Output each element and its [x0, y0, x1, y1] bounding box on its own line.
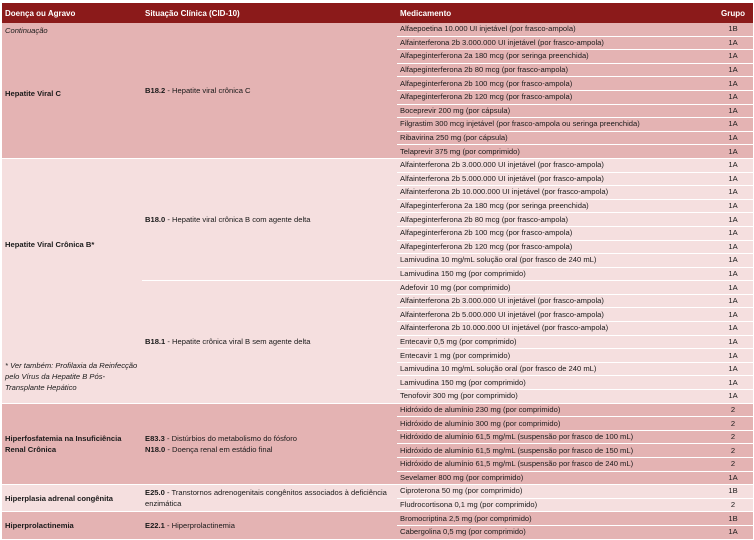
- group-value: 2: [730, 459, 736, 469]
- medication-name: Lamivudina 10 mg/mL solução oral (por frasco de 240 mL): [400, 255, 597, 265]
- cid-description: - Distúrbios do metabolismo do fósforo: [164, 433, 297, 443]
- group-value: 1A: [728, 133, 738, 143]
- medication-cell: [397, 485, 713, 499]
- table-row: [2, 485, 753, 499]
- medication-cell: [397, 444, 713, 458]
- group-value: 1A: [728, 105, 738, 115]
- medication-cell: [397, 430, 713, 444]
- group-value: 1A: [728, 323, 738, 333]
- disease-name: Hepatite Viral C: [5, 89, 61, 98]
- medication-name: Hidróxido de alumínio 61,5 mg/mL (suspensão por frasco de 100 mL): [400, 432, 634, 442]
- group-value: 1A: [728, 65, 738, 75]
- group-value: 1A: [728, 296, 738, 306]
- cid-description: - Hiperprolactinemia: [164, 520, 235, 530]
- medication-name: Alfainterferona 2b 5.000.000 UI injetável (por frasco-ampola): [400, 173, 604, 183]
- group-cell: [713, 498, 753, 512]
- medication-name: Alfapeginterferona 2a 180 mcg (por seringa preenchida): [400, 201, 589, 211]
- group-value: 1A: [728, 268, 738, 278]
- group-cell: [713, 77, 753, 91]
- group-cell: [713, 281, 753, 295]
- medication-cell: [397, 403, 713, 417]
- group-cell: [713, 458, 753, 472]
- group-cell: [713, 308, 753, 322]
- group-value: 1A: [728, 364, 738, 374]
- group-cell: [713, 63, 753, 77]
- group-cell: [713, 90, 753, 104]
- table-row: [2, 512, 753, 526]
- medication-name: Ribavirina 250 mg (por cápsula): [400, 133, 508, 143]
- group-value: 1A: [728, 160, 738, 170]
- group-value: 1A: [728, 78, 738, 88]
- medication-cell: [397, 213, 713, 227]
- group-value: 1A: [728, 214, 738, 224]
- group-value: 1B: [728, 24, 738, 34]
- medication-name: Alfainterferona 2b 10.000.000 UI injetável (por frasco-ampola): [400, 323, 609, 333]
- group-value: 2: [730, 432, 736, 442]
- medication-cell: [397, 226, 713, 240]
- cid-code: B18.1: [145, 337, 166, 347]
- table-body: [2, 23, 753, 539]
- medication-name: Alfapeginterferona 2b 100 mcg (por frasco-ampola): [400, 228, 573, 238]
- medication-name: Alfapeginterferona 2b 80 mcg (por frasco-ampola): [400, 65, 568, 75]
- medication-name: Entecavir 0,5 mg (por comprimido): [400, 336, 517, 346]
- medication-cell: [397, 471, 713, 485]
- group-value: 1A: [728, 173, 738, 183]
- header-cid: Situação Clínica (CID-10): [142, 3, 397, 23]
- cid-code: E25.0: [145, 488, 165, 498]
- group-cell: [713, 186, 753, 200]
- table-header-row: [2, 3, 753, 23]
- cid-cell: [142, 281, 397, 403]
- medication-name: Ciproterona 50 mg (por comprimido): [400, 486, 523, 496]
- medication-name: Alfapeginterferona 2b 120 mcg (por frasco-ampola): [400, 92, 573, 102]
- header-group: Grupo: [713, 3, 753, 23]
- group-cell: [713, 362, 753, 376]
- medication-cell: [397, 376, 713, 390]
- header-disease: Doença ou Agravo: [2, 3, 142, 23]
- medication-name: Bromocriptina 2,5 mg (por comprimido): [400, 513, 532, 523]
- group-cell: [713, 213, 753, 227]
- medication-name: Alfaepoetina 10.000 UI injetável (por frasco-ampola): [400, 24, 576, 34]
- medication-name: Boceprevir 200 mg (por cápsula): [400, 105, 511, 115]
- group-value: 1A: [728, 472, 738, 482]
- group-cell: [713, 390, 753, 404]
- group-value: 1A: [728, 187, 738, 197]
- medication-cell: [397, 498, 713, 512]
- medication-name: Lamivudina 150 mg (por comprimido): [400, 377, 526, 387]
- group-cell: [713, 430, 753, 444]
- table-row: [2, 158, 753, 172]
- group-value: 2: [730, 404, 736, 414]
- group-value: 1A: [728, 228, 738, 238]
- group-cell: [713, 335, 753, 349]
- continuation-note: Continuação: [5, 26, 48, 35]
- medication-name: Hidróxido de alumínio 300 mg (por comprimido): [400, 418, 561, 428]
- medication-cell: [397, 77, 713, 91]
- medication-cell: [397, 104, 713, 118]
- medication-name: Fludrocortisona 0,1 mg (por comprimido): [400, 500, 538, 510]
- group-cell: [713, 145, 753, 159]
- group-value: 1B: [728, 513, 738, 523]
- group-value: 1A: [728, 146, 738, 156]
- medication-cell: [397, 254, 713, 268]
- medication-name: Alfainterferona 2b 3.000.000 UI injetável (por frasco-ampola): [400, 296, 604, 306]
- medication-cell: [397, 63, 713, 77]
- cid-description: - Doença renal em estádio final: [165, 444, 273, 454]
- disease-cell: [2, 158, 142, 403]
- disease-name: Hepatite Viral Crônica B*: [5, 239, 95, 249]
- group-cell: [713, 50, 753, 64]
- medication-cell: [397, 294, 713, 308]
- medication-name: Cabergolina 0,5 mg (por comprimido): [400, 527, 526, 537]
- medication-name: Adefovir 10 mg (por comprimido): [400, 282, 511, 292]
- medication-cell: [397, 199, 713, 213]
- disease-cell: [2, 23, 142, 158]
- medication-name: Hidróxido de alumínio 61,5 mg/mL (suspensão por frasco de 240 mL): [400, 459, 634, 469]
- cid-description: - Hepatite viral crônica B com agente delta: [165, 215, 311, 225]
- group-value: 1A: [728, 119, 738, 129]
- medication-cell: [397, 36, 713, 50]
- cid-description: - Transtornos adrenogenitais congênitos associados à deficiência enzimática: [145, 488, 387, 509]
- table-row: [2, 23, 753, 36]
- group-value: 1A: [728, 241, 738, 251]
- medication-name: Alfainterferona 2b 10.000.000 UI injetável (por frasco-ampola): [400, 187, 609, 197]
- group-cell: [713, 267, 753, 281]
- cid-cell: [142, 512, 397, 539]
- cid-cell: [142, 403, 397, 485]
- group-cell: [713, 294, 753, 308]
- medication-name: Telaprevir 375 mg (por comprimido): [400, 146, 520, 156]
- medication-cell: [397, 525, 713, 539]
- group-value: 1A: [728, 336, 738, 346]
- medication-cell: [397, 390, 713, 404]
- medication-name: Alfapeginterferona 2a 180 mcg (por seringa preenchida): [400, 51, 589, 61]
- medication-cell: [397, 417, 713, 431]
- group-cell: [713, 240, 753, 254]
- medication-name: Alfapeginterferona 2b 120 mcg (por frasco-ampola): [400, 241, 573, 251]
- disease-cell: [2, 485, 142, 512]
- medication-name: Hidróxido de alumínio 61,5 mg/mL (suspensão por frasco de 150 mL): [400, 445, 634, 455]
- medication-cell: [397, 131, 713, 145]
- group-value: 1A: [728, 527, 738, 537]
- see-also-note: * Ver também: Profilaxia da Reinfecção pelo Vírus da Hepatite B Pós-Transplante Hepático: [5, 360, 138, 392]
- disease-cell: [2, 403, 142, 485]
- cid-description: - Hepatite viral crônica C: [165, 85, 251, 95]
- medication-cell: [397, 145, 713, 159]
- group-cell: [713, 36, 753, 50]
- group-value: 1A: [728, 37, 738, 47]
- group-cell: [713, 23, 753, 36]
- medication-cell: [397, 308, 713, 322]
- group-cell: [713, 118, 753, 132]
- group-cell: [713, 471, 753, 485]
- table-row: [2, 403, 753, 417]
- medication-cell: [397, 90, 713, 104]
- medication-cell: [397, 172, 713, 186]
- medication-name: Alfapeginterferona 2b 100 mcg (por frasco-ampola): [400, 78, 573, 88]
- group-cell: [713, 131, 753, 145]
- medication-name: Alfainterferona 2b 3.000.000 UI injetável (por frasco-ampola): [400, 37, 604, 47]
- cid-line: [145, 444, 394, 455]
- medication-table: [2, 3, 753, 540]
- group-cell: [713, 512, 753, 526]
- group-value: 1A: [728, 309, 738, 319]
- disease-cell: [2, 512, 142, 539]
- medication-name: Alfapeginterferona 2b 80 mcg (por frasco-ampola): [400, 214, 568, 224]
- medication-cell: [397, 335, 713, 349]
- cid-code: E83.3: [145, 433, 165, 443]
- disease-name: Hiperfosfatemia na Insuficiência Renal Crônica: [5, 433, 122, 454]
- group-value: 1A: [728, 350, 738, 360]
- disease-name: Hiperplasia adrenal congênita: [5, 493, 114, 503]
- group-value: 1A: [728, 51, 738, 61]
- group-value: 2: [730, 418, 736, 428]
- medication-name: Sevelamer 800 mg (por comprimido): [400, 472, 524, 482]
- medication-name: Lamivudina 150 mg (por comprimido): [400, 268, 526, 278]
- medication-cell: [397, 158, 713, 172]
- group-cell: [713, 199, 753, 213]
- group-value: 2: [730, 500, 736, 510]
- medication-cell: [397, 512, 713, 526]
- medication-name: Filgrastim 300 mcg injetável (por frasco-ampola ou seringa preenchida): [400, 119, 640, 129]
- group-cell: [713, 254, 753, 268]
- group-value: 1A: [728, 201, 738, 211]
- group-cell: [713, 444, 753, 458]
- medication-cell: [397, 322, 713, 336]
- group-cell: [713, 403, 753, 417]
- medication-cell: [397, 267, 713, 281]
- cid-code: N18.0: [145, 444, 166, 454]
- medication-cell: [397, 23, 713, 36]
- medication-name: Entecavir 1 mg (por comprimido): [400, 350, 511, 360]
- cid-cell: [142, 23, 397, 158]
- medication-cell: [397, 349, 713, 363]
- cid-cell: [142, 158, 397, 280]
- group-cell: [713, 417, 753, 431]
- medication-cell: [397, 281, 713, 295]
- group-cell: [713, 525, 753, 539]
- cid-code: E22.1: [145, 520, 165, 530]
- header-medication: Medicamento: [397, 3, 713, 23]
- group-cell: [713, 349, 753, 363]
- cid-cell: [142, 485, 397, 512]
- group-cell: [713, 104, 753, 118]
- group-value: 2: [730, 445, 736, 455]
- medication-cell: [397, 362, 713, 376]
- cid-description: - Hepatite crônica viral B sem agente delta: [165, 337, 311, 347]
- group-value: 1A: [728, 255, 738, 265]
- disease-name: Hiperprolactinemia: [5, 520, 74, 530]
- medication-cell: [397, 240, 713, 254]
- group-value: 1B: [728, 486, 738, 496]
- group-value: 1A: [728, 377, 738, 387]
- group-value: 1A: [728, 391, 738, 401]
- cid-code: B18.0: [145, 215, 166, 225]
- group-cell: [713, 172, 753, 186]
- cid-code: B18.2: [145, 85, 166, 95]
- group-value: 1A: [728, 92, 738, 102]
- medication-cell: [397, 458, 713, 472]
- medication-name: Lamivudina 10 mg/mL solução oral (por frasco de 240 mL): [400, 364, 597, 374]
- medication-name: Hidróxido de alumínio 230 mg (por comprimido): [400, 404, 561, 414]
- medication-name: Alfainterferona 2b 5.000.000 UI injetável (por frasco-ampola): [400, 309, 604, 319]
- group-value: 1A: [728, 282, 738, 292]
- group-cell: [713, 158, 753, 172]
- group-cell: [713, 322, 753, 336]
- medication-cell: [397, 118, 713, 132]
- medication-name: Tenofovir 300 mg (por comprimido): [400, 391, 518, 401]
- cid-line: [145, 433, 394, 444]
- group-cell: [713, 485, 753, 499]
- group-cell: [713, 226, 753, 240]
- medication-cell: [397, 186, 713, 200]
- group-cell: [713, 376, 753, 390]
- medication-name: Alfainterferona 2b 3.000.000 UI injetável (por frasco-ampola): [400, 160, 604, 170]
- medication-cell: [397, 50, 713, 64]
